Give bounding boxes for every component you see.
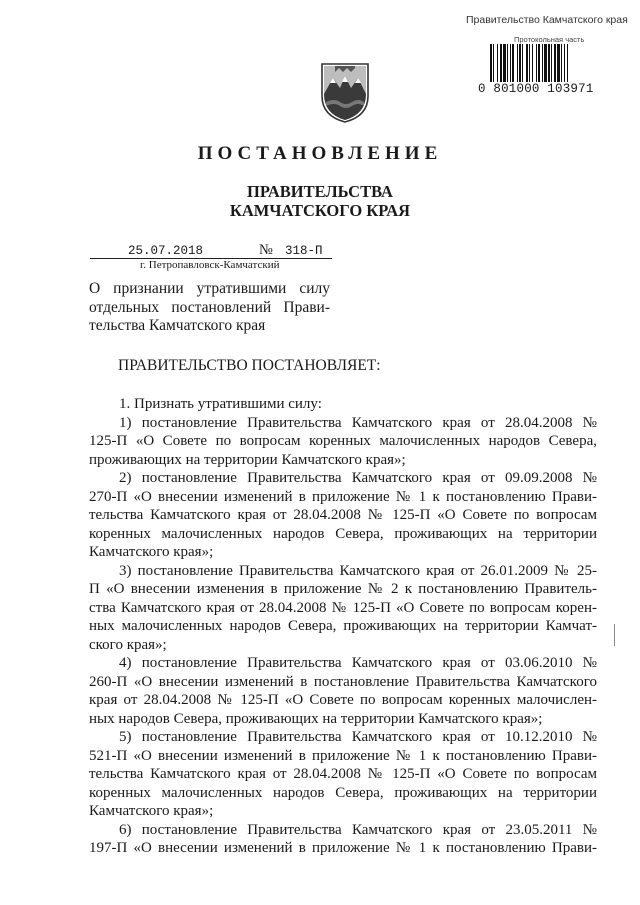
body-line: коренных малочисленных народов Севера, проживающих на территории: [89, 784, 597, 801]
margin-mark: [614, 624, 621, 646]
body-line: 1) постановление Правительства Камчатского края от 28.04.2008 №: [119, 414, 597, 431]
stamp-section-label: Протокольная часть: [514, 35, 585, 44]
barcode: [490, 44, 602, 82]
body-line: ства Камчатского края от 28.04.2008 № 125-П «О Совете по вопросам корен-: [89, 599, 597, 616]
body-line: 270-П «О внесении изменений в приложение № 1 к постановлению Прави-: [89, 488, 597, 505]
body-line: П «О внесении изменения в приложение № 2 к постановлению Правитель-: [89, 581, 597, 597]
document-subject: [89, 280, 330, 336]
document-body: [89, 395, 597, 858]
issuer-line-1: ПРАВИТЕЛЬСТВА: [247, 182, 393, 201]
document-number: 318-П: [285, 244, 323, 258]
body-line: ных малочисленных народов Севера, проживающих на территории Камчат-: [89, 618, 597, 634]
body-line: 2) постановление Правительства Камчатского края от 09.09.2008 №: [119, 470, 597, 486]
decree-statement: ПРАВИТЕЛЬСТВО ПОСТАНОВЛЯЕТ:: [118, 357, 381, 374]
body-line: Камчатского края»;: [89, 803, 214, 819]
number-sign: №: [259, 242, 273, 258]
stamp-organization: Правительство Камчатского края: [466, 14, 628, 26]
subject-line: О признании утратившими силу: [89, 280, 330, 297]
body-line: тельства Камчатского края от 28.04.2008 № 125-П «О Совете по вопросам: [89, 766, 597, 782]
body-line: 197-П «О внесении изменений в приложение № 1 к постановлению Прави-: [89, 840, 597, 856]
issue-city: г. Петропавловск-Камчатский: [140, 259, 280, 271]
body-line: 1. Признать утратившими силу:: [119, 396, 322, 412]
body-line: 3) постановление Правительства Камчатского края от 26.01.2009 № 25-: [119, 562, 597, 579]
subject-line: отдельных постановлений Прави-: [89, 298, 330, 316]
barcode-number: 0 801000 103971: [478, 82, 594, 96]
body-line: 4) постановление Правительства Камчатского края от 03.06.2010 №: [119, 655, 597, 671]
subject-line: тельства Камчатского края: [89, 317, 266, 335]
kamchatka-coat-of-arms-icon: [318, 58, 372, 124]
body-line: 125-П «О Совете по вопросам коренных малочисленных народов Севера,: [89, 433, 597, 449]
document-type-title: ПОСТАНОВЛЕНИЕ: [197, 143, 443, 164]
issuer-line-2: КАМЧАТСКОГО КРАЯ: [229, 201, 411, 220]
body-line: проживающих на территории Камчатского края»;: [89, 451, 406, 468]
body-line: ных народов Севера, проживающих на территории Камчатского края»;: [89, 710, 543, 727]
body-line: 521-П «О внесении изменений в приложение № 1 к постановлению Прави-: [89, 747, 597, 764]
body-line: тельства Камчатского края от 28.04.2008 № 125-П «О Совете по вопросам: [89, 507, 597, 523]
body-line: 260-П «О внесении изменений в постановление Правительства Камчатского: [89, 673, 597, 690]
body-line: Камчатского края»;: [89, 544, 214, 560]
body-line: коренных малочисленных народов Севера, проживающих на территории: [89, 525, 597, 542]
document-date: 25.07.2018: [128, 244, 204, 258]
body-line: ского края»;: [89, 636, 167, 653]
body-line: 6) постановление Правительства Камчатского края от 23.05.2011 №: [119, 821, 597, 838]
body-line: 5) постановление Правительства Камчатского края от 10.12.2010 №: [119, 729, 597, 745]
body-line: края от 28.04.2008 № 125-П «О Совете по вопросам коренных малочислен-: [89, 692, 597, 708]
